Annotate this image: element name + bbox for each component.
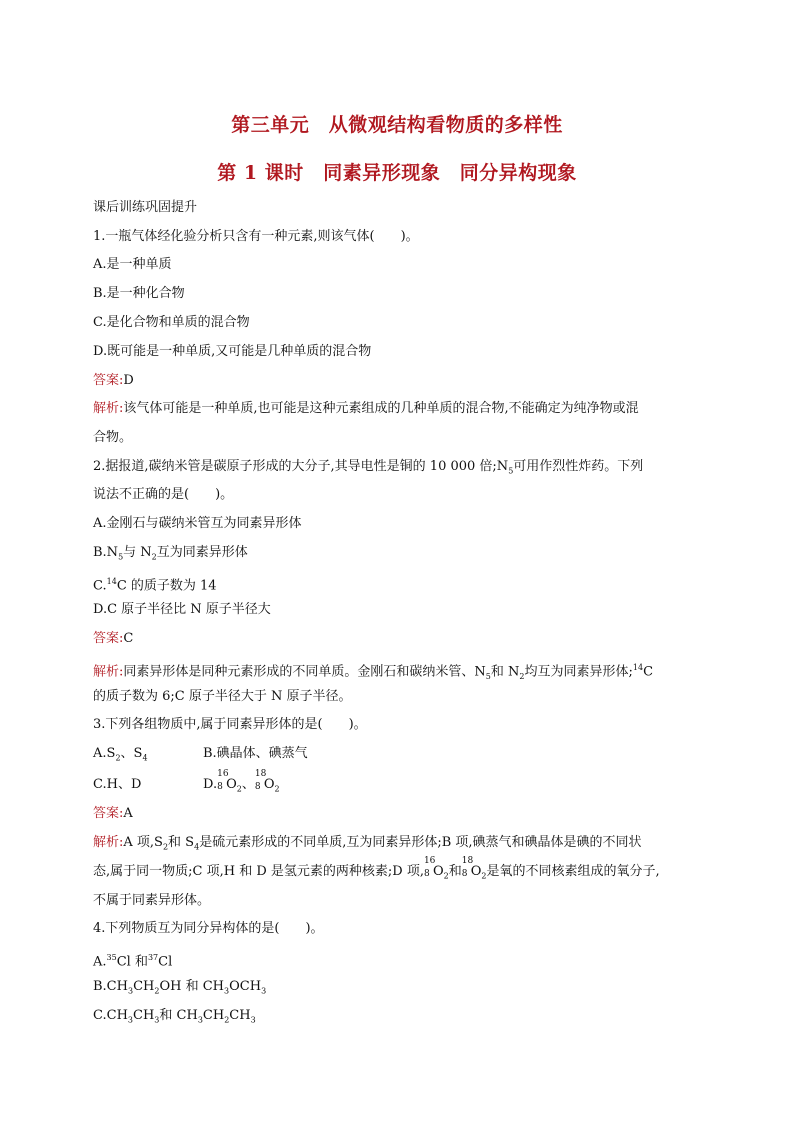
subscript: 5 <box>508 466 514 476</box>
q1-option-c: C.是化合物和单质的混合物 <box>93 315 250 330</box>
text: 态,属于同一物质;C 项,H 和 D 是氢元素的两种核素;D 项, <box>93 864 424 879</box>
q1-option-a: A.是一种单质 <box>93 257 172 272</box>
text: C 的质子数为 14 <box>116 578 217 594</box>
q2-answer <box>93 630 133 648</box>
text: CH <box>133 979 155 994</box>
q4-stem: 4.下列物质互为同分异构体的是( )。 <box>93 921 324 936</box>
answer-value: A <box>123 806 133 821</box>
q3-explanation-line-2 <box>93 856 660 886</box>
text: 与 N <box>123 545 152 560</box>
subscript: 2 <box>481 871 487 881</box>
q1-explanation-line-2: 合物。 <box>93 430 133 445</box>
answer-label: 答案: <box>93 631 124 646</box>
text: O <box>470 864 482 879</box>
q1-explanation-line-1 <box>93 400 639 418</box>
text: 互为同素异形体 <box>156 545 248 560</box>
answer-value: D <box>123 373 134 388</box>
mass-number: 16 <box>217 769 229 779</box>
q3-option-a <box>93 746 148 761</box>
subscript: 2 <box>236 784 242 794</box>
text: 是硫元素形成的不同单质,互为同素异形体;B 项,碘蒸气和碘晶体是碘的不同状 <box>199 835 642 850</box>
text: B.CH <box>93 979 128 994</box>
subscript: 2 <box>519 671 525 681</box>
text: Cl <box>158 954 173 970</box>
mass-number: 16 <box>423 856 436 866</box>
text: CH <box>133 1008 155 1023</box>
nuclide-notation <box>461 856 474 881</box>
text: O <box>432 864 444 879</box>
mass-number: 18 <box>254 769 267 779</box>
text: A 项,S <box>123 835 163 850</box>
nuclide-notation <box>217 769 229 794</box>
text: OCH <box>229 979 262 994</box>
text: O <box>263 777 275 792</box>
unit-title: 第三单元 从微观结构看物质的多样性 <box>231 114 563 136</box>
subscript: 3 <box>250 1015 256 1025</box>
text: OH 和 CH <box>159 979 225 994</box>
q3-stem: 3.下列各组物质中,属于同素异形体的是( )。 <box>93 717 367 732</box>
q4-option-b <box>93 978 266 1001</box>
subscript: 2 <box>224 1015 230 1025</box>
q2-option-d: D.C 原子半径比 N 原子半径大 <box>93 602 271 617</box>
text: CH <box>229 1008 251 1023</box>
q2-option-c <box>93 573 217 595</box>
text: A. <box>93 954 107 970</box>
q4-option-c <box>93 1007 256 1030</box>
text: 和 <box>448 864 462 879</box>
explanation-label: 解析: <box>93 401 124 416</box>
text: C.CH <box>93 1008 128 1023</box>
subscript: 3 <box>127 986 134 996</box>
subscript: 3 <box>224 986 230 996</box>
q3-explanation-line-1 <box>93 834 642 857</box>
q4-option-a <box>93 949 172 971</box>
text: 和 S <box>168 835 195 850</box>
text: 、S <box>120 746 143 761</box>
answer-value: C <box>123 631 134 646</box>
answer-label: 答案: <box>93 806 124 821</box>
text: 2.据报道,碳纳米管是碳原子形成的大分子,其导电性是铜的 10 000 倍;N <box>93 459 509 474</box>
section-label: 课后训练巩固提升 <box>93 200 198 215</box>
text: Cl 和 <box>116 954 148 970</box>
mass-number: 18 <box>461 856 474 866</box>
subscript: 4 <box>194 842 200 852</box>
text: 和 N <box>490 664 520 680</box>
text: O <box>226 777 237 792</box>
q1-stem: 1.一瓶气体经化验分析只含有一种元素,则该气体( )。 <box>93 229 419 244</box>
superscript: 14 <box>106 577 117 586</box>
q3-options-row-1 <box>93 745 148 768</box>
superscript: 14 <box>632 663 644 672</box>
atomic-number: 8 <box>217 782 223 792</box>
text: A.S <box>93 746 116 761</box>
text: B.N <box>93 545 119 560</box>
q2-explanation-line-1 <box>93 659 653 686</box>
text: 同素异形体是同种元素形成的不同单质。金刚石和碳纳米管、N <box>123 664 486 680</box>
explanation-label: 解析: <box>93 835 124 850</box>
q3-answer <box>93 805 133 823</box>
explanation-label: 解析: <box>93 664 124 680</box>
atomic-number: 8 <box>254 782 261 792</box>
subscript: 2 <box>154 986 160 996</box>
atomic-number: 8 <box>461 869 468 879</box>
subscript: 3 <box>127 1015 133 1025</box>
subscript: 2 <box>162 842 169 852</box>
explanation-text: 该气体可能是一种单质,也可能是这种元素组成的几种单质的混合物,不能确定为纯净物或混 <box>123 401 639 416</box>
q1-option-b: B.是一种化合物 <box>93 286 185 301</box>
superscript: 35 <box>106 953 117 962</box>
subscript: 2 <box>274 784 280 794</box>
subscript: 2 <box>115 753 121 763</box>
subscript: 4 <box>142 753 148 763</box>
text: CH <box>202 1008 225 1023</box>
subscript: 5 <box>118 552 124 562</box>
atomic-number: 8 <box>423 869 430 879</box>
q2-option-b <box>93 544 248 567</box>
q3-option-b: B.碘晶体、碘蒸气 <box>203 746 308 761</box>
q3-option-d <box>203 769 280 799</box>
text: D. <box>203 777 218 792</box>
q1-option-d: D.既可能是一种单质,又可能是几种单质的混合物 <box>93 344 372 359</box>
lesson-title: 第 1 课时 同素异形现象 同分异构现象 <box>217 162 577 184</box>
subscript: 2 <box>151 552 157 562</box>
q2-explanation-line-2: 的质子数为 6;C 原子半径大于 N 原子半径。 <box>93 689 352 704</box>
subscript: 5 <box>485 671 491 681</box>
superscript: 37 <box>147 953 159 962</box>
subscript: 2 <box>443 871 449 881</box>
text: 可用作烈性炸药。下列 <box>513 459 644 474</box>
text: C. <box>93 578 107 594</box>
nuclide-notation <box>423 856 436 881</box>
text: 和 CH <box>159 1008 198 1023</box>
q1-answer <box>93 372 134 390</box>
subscript: 3 <box>197 1015 203 1025</box>
text: C <box>643 664 654 680</box>
subscript: 3 <box>261 986 267 996</box>
q2-stem-line-1 <box>93 458 643 481</box>
answer-label: 答案: <box>93 373 124 388</box>
q3-option-c: C.H、D <box>93 777 142 792</box>
subscript: 3 <box>154 1015 160 1025</box>
text: 、 <box>241 777 255 792</box>
q2-option-a: A.金刚石与碳纳米管互为同素异形体 <box>93 516 302 531</box>
q2-stem-line-2: 说法不正确的是( )。 <box>93 487 234 502</box>
text: 是氧的不同核素组成的氧分子, <box>486 864 660 879</box>
nuclide-notation <box>254 769 267 794</box>
text: 均互为同素异形体; <box>524 664 633 680</box>
q3-explanation-line-3: 不属于同素异形体。 <box>93 893 211 908</box>
